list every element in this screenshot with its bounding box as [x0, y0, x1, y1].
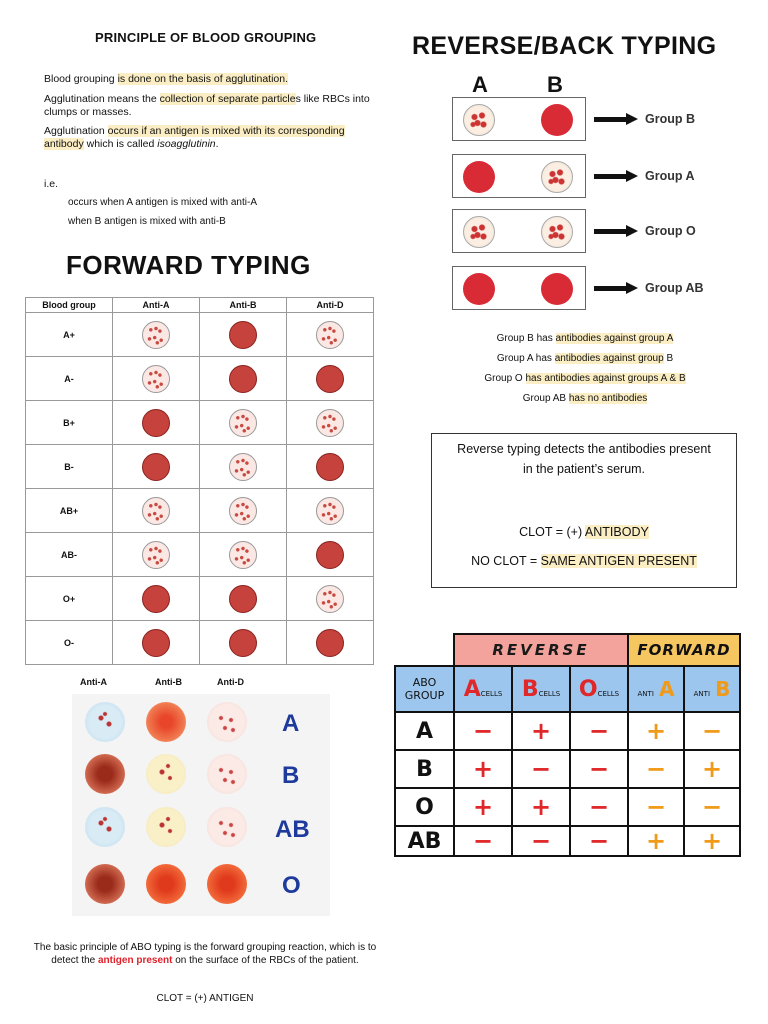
group-cell: O-	[26, 621, 113, 665]
smooth-well	[316, 365, 344, 393]
text: A	[463, 676, 481, 702]
o-cells-header	[570, 666, 628, 712]
text: Group A has	[496, 353, 555, 364]
reverse-row-group-o	[452, 209, 586, 253]
arrow-icon	[594, 170, 638, 182]
group-label: Group O	[645, 224, 696, 238]
group-cell: A+	[26, 313, 113, 357]
agglutinated-well	[316, 497, 344, 525]
reaction-cell: −	[628, 788, 684, 826]
photo-well	[207, 864, 247, 904]
anti-a-header	[628, 666, 684, 712]
reaction-cell: −	[570, 788, 628, 826]
note-line-2: in the patient’s serum.	[522, 462, 646, 476]
example-1: occurs when A antigen is mixed with anti-A	[68, 197, 257, 208]
table-row	[395, 826, 740, 856]
agglutinated-well	[229, 409, 257, 437]
smooth-well	[229, 629, 257, 657]
b-cells-header	[512, 666, 570, 712]
table-header-row	[26, 298, 374, 313]
abo-summary-table	[394, 633, 741, 857]
group-cell: B+	[26, 401, 113, 445]
text: ANTI	[637, 690, 654, 698]
caption-line-2	[20, 954, 390, 967]
smooth-well	[541, 104, 573, 136]
smooth-well	[463, 273, 495, 305]
photo-well	[85, 702, 125, 742]
text: B	[715, 677, 731, 701]
table-row	[26, 577, 374, 621]
highlight: has antibodies against groups A & B	[525, 373, 686, 384]
agglutinated-well	[142, 321, 170, 349]
row-label: A	[395, 712, 454, 750]
column-header: Anti-B	[200, 298, 287, 313]
highlight: is done on the basis of agglutination.	[117, 73, 289, 85]
reverse-typing-title: REVERSE/BACK TYPING	[412, 32, 717, 60]
reaction-cell: +	[628, 712, 684, 750]
photo-well	[146, 864, 186, 904]
reaction-cell: +	[628, 826, 684, 856]
table-row	[395, 750, 740, 788]
no-clot	[432, 554, 736, 568]
agglutinated-well	[142, 497, 170, 525]
text: CELLS	[538, 689, 561, 698]
text: ANTI	[693, 690, 711, 698]
smooth-well	[316, 629, 344, 657]
table-subheader-row	[395, 666, 740, 712]
arrow-icon	[594, 225, 638, 237]
text: Agglutination	[44, 125, 108, 137]
ie-label: i.e.	[44, 178, 59, 190]
group-label: Group A	[645, 169, 695, 183]
reaction-cell: +	[454, 750, 512, 788]
highlight: occurs if an antigen is mixed with its corresponding antibody	[44, 125, 345, 150]
principle-paragraph-1	[44, 73, 384, 86]
example-2: when B antigen is mixed with anti-B	[68, 216, 226, 227]
table-header-row	[395, 634, 740, 666]
reaction-cell: −	[454, 826, 512, 856]
table-row	[26, 313, 374, 357]
principle-title: PRINCIPLE OF BLOOD GROUPING	[95, 30, 317, 45]
text: .	[215, 138, 219, 150]
abo-group-header	[395, 666, 454, 712]
smooth-well	[316, 453, 344, 481]
table-row	[26, 621, 374, 665]
antibody-line	[430, 373, 740, 384]
agglutinated-well	[142, 365, 170, 393]
photo-label: B	[282, 762, 300, 789]
reaction-cell: −	[570, 712, 628, 750]
text: Blood grouping	[44, 73, 118, 85]
group-cell: A-	[26, 357, 113, 401]
reaction-cell: −	[628, 750, 684, 788]
reaction-cell: +	[512, 712, 570, 750]
text: CLOT = (+)	[519, 525, 585, 539]
clot-antigen: CLOT = (+) ANTIGEN	[156, 993, 254, 1004]
text: ABO	[412, 676, 437, 689]
reverse-typing-note	[431, 433, 737, 588]
reverse-row-group-a	[452, 154, 586, 198]
principle-paragraph-3	[44, 125, 384, 151]
text: B	[663, 353, 674, 364]
column-header: Anti-A	[113, 298, 200, 313]
agglutinated-well	[316, 585, 344, 613]
group-cell: AB-	[26, 533, 113, 577]
caption-line-1: The basic principle of ABO typing is the forward grouping reaction, which is to	[33, 942, 377, 953]
text: CELLS	[480, 689, 503, 698]
smooth-well	[142, 453, 170, 481]
highlight-red: antigen present	[98, 955, 173, 966]
text: Group B has	[496, 333, 556, 344]
arrow-icon	[594, 282, 638, 294]
group-cell: O+	[26, 577, 113, 621]
text: detect the	[51, 955, 98, 966]
row-label: B	[395, 750, 454, 788]
photo-label: A	[282, 710, 300, 737]
forward-header: FORWARD	[628, 634, 740, 666]
antibody-line	[430, 353, 740, 364]
smooth-well	[541, 273, 573, 305]
agglutinated-well	[142, 541, 170, 569]
table-row	[26, 445, 374, 489]
agglutinated-well	[316, 321, 344, 349]
reverse-row-group-b	[452, 97, 586, 141]
column-a-label: A	[472, 72, 488, 97]
highlight: antibodies against group A	[555, 333, 674, 344]
text: s like RBCs into clumps or masses.	[44, 93, 370, 118]
reaction-cell: +	[684, 826, 740, 856]
highlight: ANTIBODY	[584, 525, 649, 539]
group-cell: AB+	[26, 489, 113, 533]
smooth-well	[463, 161, 495, 193]
highlight: has no antibodies	[568, 393, 648, 404]
smooth-well	[316, 541, 344, 569]
text: Agglutination means the	[44, 93, 160, 105]
reaction-cell: −	[454, 712, 512, 750]
photo-label: AB	[275, 816, 310, 843]
group-cell: B-	[26, 445, 113, 489]
smooth-well	[142, 629, 170, 657]
antibody-line	[430, 393, 740, 404]
photo-well	[146, 702, 186, 742]
agglutinated-well	[463, 104, 495, 136]
highlight: collection of separate particle	[159, 93, 296, 105]
agglutinated-well	[541, 161, 573, 193]
reaction-cell: −	[512, 750, 570, 788]
a-cells-header	[454, 666, 512, 712]
text: B	[521, 676, 539, 702]
text: O	[578, 676, 598, 702]
reaction-cell: −	[570, 826, 628, 856]
table-row	[26, 401, 374, 445]
column-b-label: B	[547, 72, 563, 97]
reverse-header: REVERSE	[454, 634, 628, 666]
table-row	[26, 533, 374, 577]
agglutinated-well	[229, 497, 257, 525]
highlight: SAME ANTIGEN PRESENT	[540, 554, 697, 568]
highlight: antibodies against group	[554, 353, 664, 364]
photo-well	[85, 807, 125, 847]
row-label: O	[395, 788, 454, 826]
smooth-well	[229, 321, 257, 349]
text: A	[658, 677, 675, 701]
smooth-well	[142, 585, 170, 613]
photo-head-anti-a: Anti-A	[80, 677, 107, 687]
photo-well	[85, 754, 125, 794]
forward-typing-title: FORWARD TYPING	[66, 250, 311, 280]
italic-term: isoagglutinin	[157, 138, 216, 150]
reaction-cell: −	[684, 712, 740, 750]
agglutinated-well	[316, 409, 344, 437]
group-label: Group AB	[645, 281, 704, 295]
photo-well	[146, 807, 186, 847]
text: CELLS	[597, 689, 620, 698]
column-header: Blood group	[26, 298, 113, 313]
note-line-1: Reverse typing detects the antibodies present	[457, 442, 711, 456]
text: Group AB	[522, 393, 569, 404]
photo-well	[207, 754, 247, 794]
photo-well	[207, 807, 247, 847]
reverse-row-group-ab	[452, 266, 586, 310]
text: NO CLOT =	[471, 554, 541, 568]
photo-label: O	[282, 872, 301, 899]
forward-typing-table	[25, 297, 374, 665]
arrow-icon	[594, 113, 638, 125]
table-row	[26, 357, 374, 401]
agglutinated-well	[463, 216, 495, 248]
column-header: Anti-D	[287, 298, 374, 313]
reaction-cell: +	[684, 750, 740, 788]
agglutinated-well	[541, 216, 573, 248]
blood-typing-photo	[72, 694, 330, 916]
antibody-line	[430, 333, 740, 344]
principle-paragraph-2	[44, 93, 384, 119]
photo-head-anti-b: Anti-B	[155, 677, 182, 687]
row-label: AB	[395, 826, 454, 856]
smooth-well	[142, 409, 170, 437]
photo-well	[85, 864, 125, 904]
table-row	[395, 788, 740, 826]
photo-well	[207, 702, 247, 742]
smooth-well	[229, 585, 257, 613]
text: which is called	[83, 138, 158, 150]
text: GROUP	[404, 689, 445, 702]
photo-head-anti-d: Anti-D	[217, 677, 244, 687]
clot-antibody	[432, 525, 736, 539]
photo-well	[146, 754, 186, 794]
anti-b-header	[684, 666, 740, 712]
text: Group O	[484, 373, 526, 384]
reaction-cell: +	[454, 788, 512, 826]
group-label: Group B	[645, 112, 695, 126]
text: on the surface of the RBCs of the patient.	[172, 955, 359, 966]
empty-cell	[395, 634, 454, 666]
reaction-cell: −	[684, 788, 740, 826]
table-row	[26, 489, 374, 533]
agglutinated-well	[229, 453, 257, 481]
reaction-cell: −	[570, 750, 628, 788]
agglutinated-well	[229, 541, 257, 569]
smooth-well	[229, 365, 257, 393]
reaction-cell: +	[512, 788, 570, 826]
table-row	[395, 712, 740, 750]
reaction-cell: −	[512, 826, 570, 856]
